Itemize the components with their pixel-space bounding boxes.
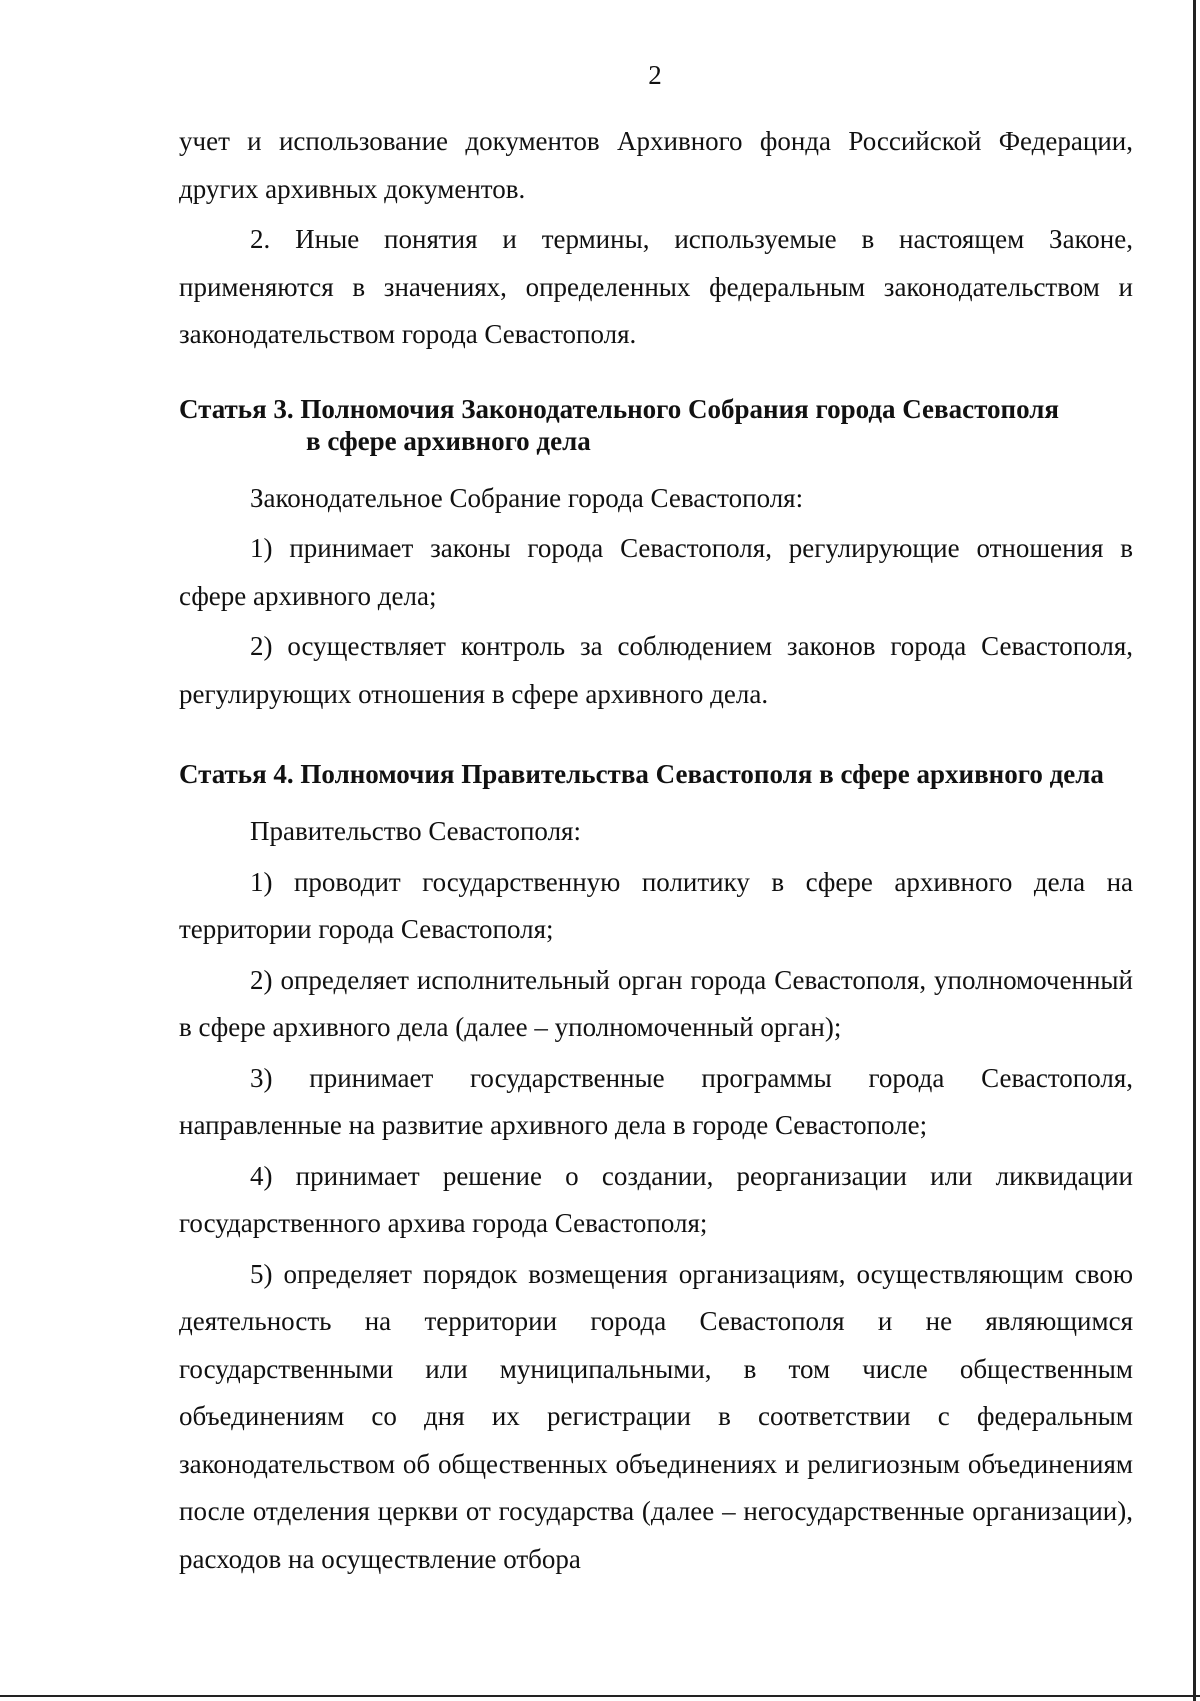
article-3-intro: Законодательное Собрание города Севастополя: (250, 482, 804, 513)
article-3-heading (179, 393, 1133, 457)
page-edge-right (1193, 0, 1196, 1701)
paragraph-continuation: учет и использование документов Архивного фонда Российской Федерации, других архивных документов. (179, 126, 1133, 204)
document-body (179, 118, 1133, 1583)
article-4-item-4: 4) принимает решение о создании, реорганизации или ликвидации государственного архива города Севастополя; (179, 1160, 1133, 1238)
paragraph-terms: 2. Иные понятия и термины, используемые в настоящем Законе, применяются в значениях, определенных федеральным законодательством и законодательством города Севастополя. (179, 224, 1133, 349)
article-4-intro: Правительство Севастополя: (250, 816, 581, 846)
article-3-item-2: 2) осуществляет контроль за соблюдением законов города Севастополя, регулирующих отношения в сфере архивного дела. (179, 631, 1133, 709)
article-4-item-2: 2) определяет исполнительный орган города Севастополя, уполномоченный в сфере архивного дела (далее – уполномоченный орган); (179, 964, 1133, 1042)
article-4-item-5: 5) определяет порядок возмещения организациям, осуществляющим свою деятельность на территории города Севастополя и не являющимся государственными или муниципальными, в том числе общественным объединениям со дня их регистрации в соответствии с федеральным законодательством об общественных объединениях и религиозным объединениям после отделения церкви от государства (далее – негосударственные организации), расходов на осуществление отбора (179, 1258, 1133, 1574)
article-4-item-1: 1) проводит государственную политику в сфере архивного дела на территории города Севастополя; (179, 866, 1133, 944)
article-3-heading-line1: Статья 3. Полномочия Законодательного Собрания города Севастополя (179, 393, 1059, 424)
page-number: 2 (648, 60, 662, 90)
article-3-item-1: 1) принимает законы города Севастополя, регулирующие отношения в сфере архивного дела; (179, 533, 1133, 611)
article-3-heading-line2: в сфере архивного дела (306, 425, 591, 456)
article-4-item-3: 3) принимает государственные программы города Севастополя, направленные на развитие архивного дела в городе Севастополе; (179, 1062, 1133, 1140)
page-edge-bottom (0, 1695, 1200, 1697)
article-4-heading: Статья 4. Полномочия Правительства Севастополя в сфере архивного дела (179, 759, 1104, 789)
